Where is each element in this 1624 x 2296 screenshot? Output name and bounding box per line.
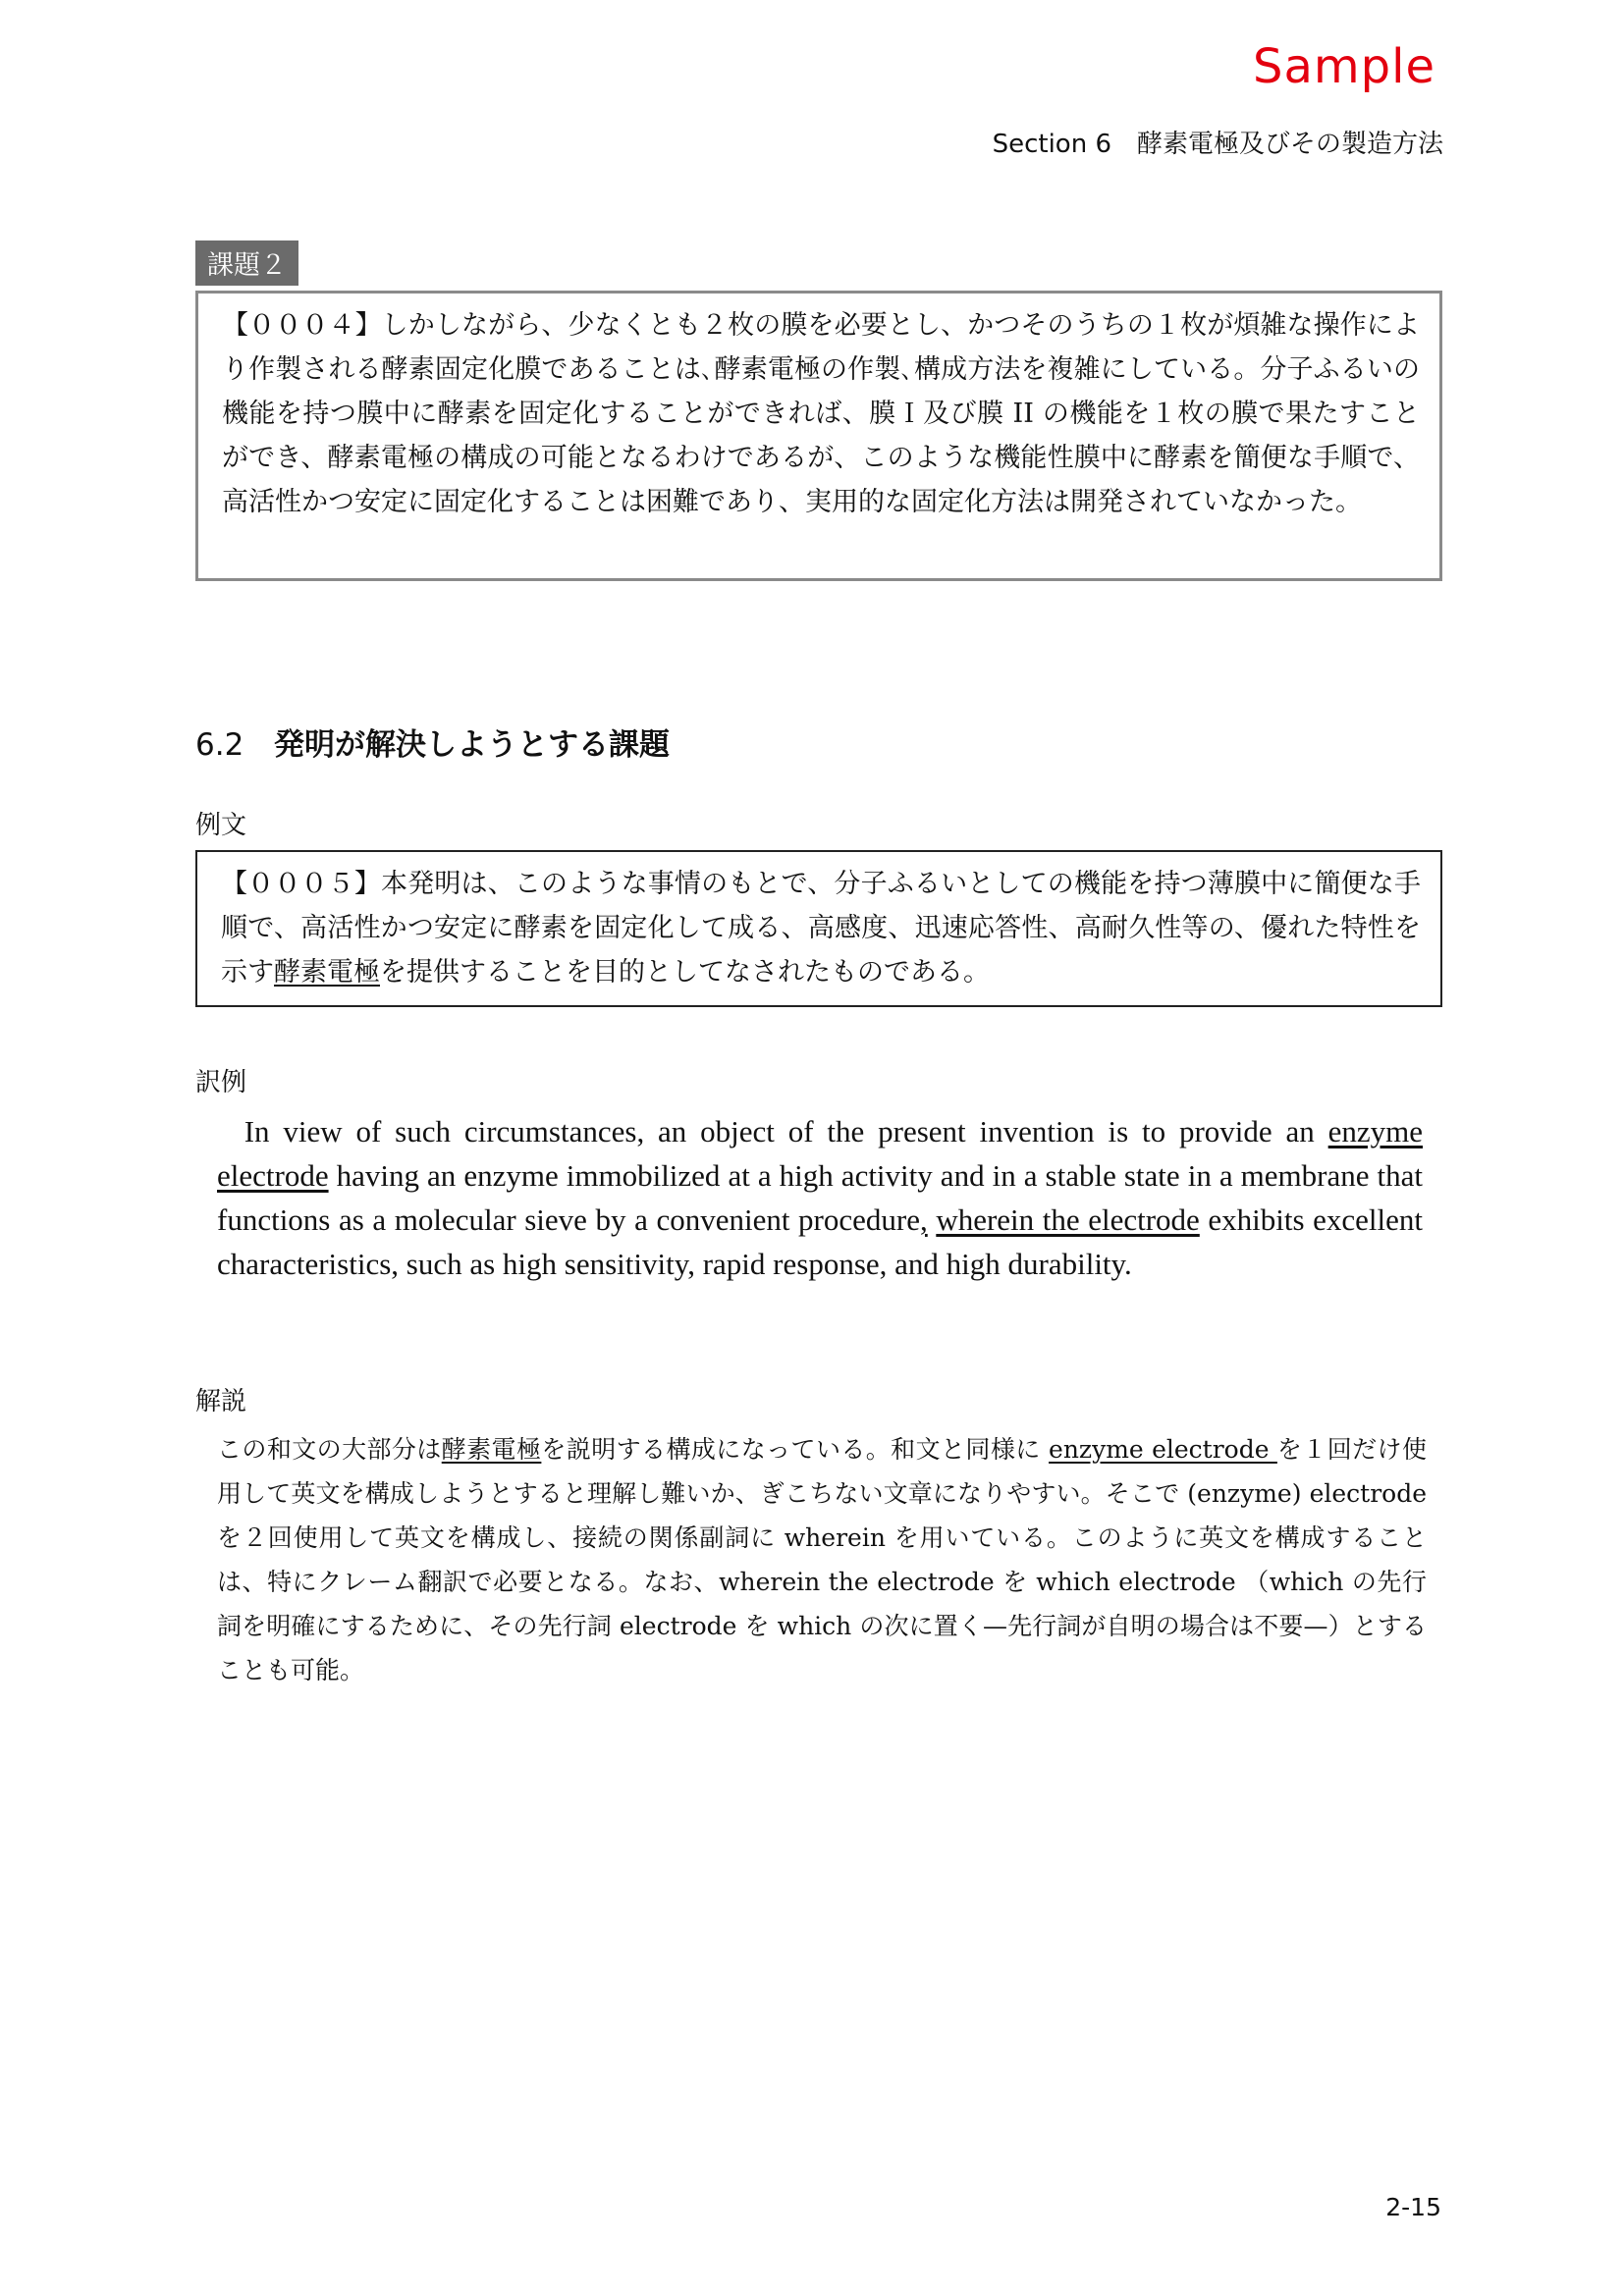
translation-text-part1: In view of such circumstances, an object of the present invention is to provide an [244, 1114, 1315, 1148]
explanation-underlined-term: 酵素電極 [441, 1435, 542, 1464]
running-header: Section 6 酵素電極及びその製造方法 [992, 130, 1443, 159]
example-box [195, 850, 1442, 1007]
translation-paragraph [217, 1109, 1423, 1286]
explanation-text-part3: を１回だけ使用して英文を構成しようとすると理解し難いか、ぎこちない文章になりやすい。そこで (enzyme) electrode を２回使用して英文を構成し、接続の関係副詞に wherein を用いている。このように英文を構成することは、特にクレーム翻訳で必要となる。なお、wherein the electrode を which electrode （which の先行詞を明確にするために、その先行詞 electrode を which の次に置く—先行詞が自明の場合は不要—）とすることも可能。 [217, 1435, 1427, 1684]
explanation-underlined-english: enzyme electrode [1049, 1435, 1277, 1464]
task-box [195, 291, 1442, 581]
translation-text-part2: having an enzyme immobilized at a high activity and in a stable state in a membrane that functions as a molecular sieve by a convenient procedure [217, 1158, 1423, 1237]
task-paragraph: 【０００４】しかしながら、少なくとも２枚の膜を必要とし、かつそのうちの１枚が煩雑な操作により作製される酵素固定化膜であることは､酵素電極の作製､構成方法を複雑にしている。分子ふるいの機能を持つ膜中に酵素を固定化することができれば、膜Ｉ及び膜 II の機能を１枚の膜で果たすことができ、酵素電極の構成の可能となるわけであるが、このような機能性膜中に酵素を簡便な手順で、高活性かつ安定に固定化することは困難であり、実用的な固定化方法は開発されていなかった。 [222, 310, 1420, 517]
sample-watermark: Sample [1253, 39, 1435, 94]
explanation-text-part2: を説明する構成になっている。和文と同様に [541, 1435, 1050, 1464]
example-paragraph [221, 862, 1421, 994]
translation-text-part3: exhibits excellent characteristics, such as high sensitivity, rapid response, and high durability. [217, 1202, 1424, 1281]
translation-underlined-wherein: wherein the electrode [936, 1202, 1200, 1237]
translation-underlined-enzyme-electrode: enzyme electrode [217, 1114, 1424, 1193]
task-label: 課題２ [195, 240, 298, 286]
example-label: 例文 [195, 811, 247, 840]
translation-underlined-comma: , [919, 1202, 928, 1237]
example-text-part2: を提供することを目的としてなされたものである。 [380, 957, 990, 988]
explanation-paragraph [217, 1427, 1427, 1692]
page-number: 2-15 [1385, 2193, 1441, 2221]
translation-label: 訳例 [195, 1068, 247, 1097]
explanation-text-part1: この和文の大部分は [217, 1435, 442, 1464]
section-title: 発明が解決しようとする課題 [274, 727, 670, 763]
example-text-part1: 【０００５】本発明は、このような事情のもとで、分子ふるいとしての機能を持つ薄膜中に簡便な手順で、高活性かつ安定に酵素を固定化して成る、高感度、迅速応答性、高耐久性等の、優れた特性を示す [221, 869, 1421, 988]
example-underlined-term: 酵素電極 [274, 957, 380, 988]
explanation-label: 解説 [195, 1387, 247, 1416]
section-number: 6.2 [195, 727, 244, 763]
section-heading [195, 720, 670, 764]
